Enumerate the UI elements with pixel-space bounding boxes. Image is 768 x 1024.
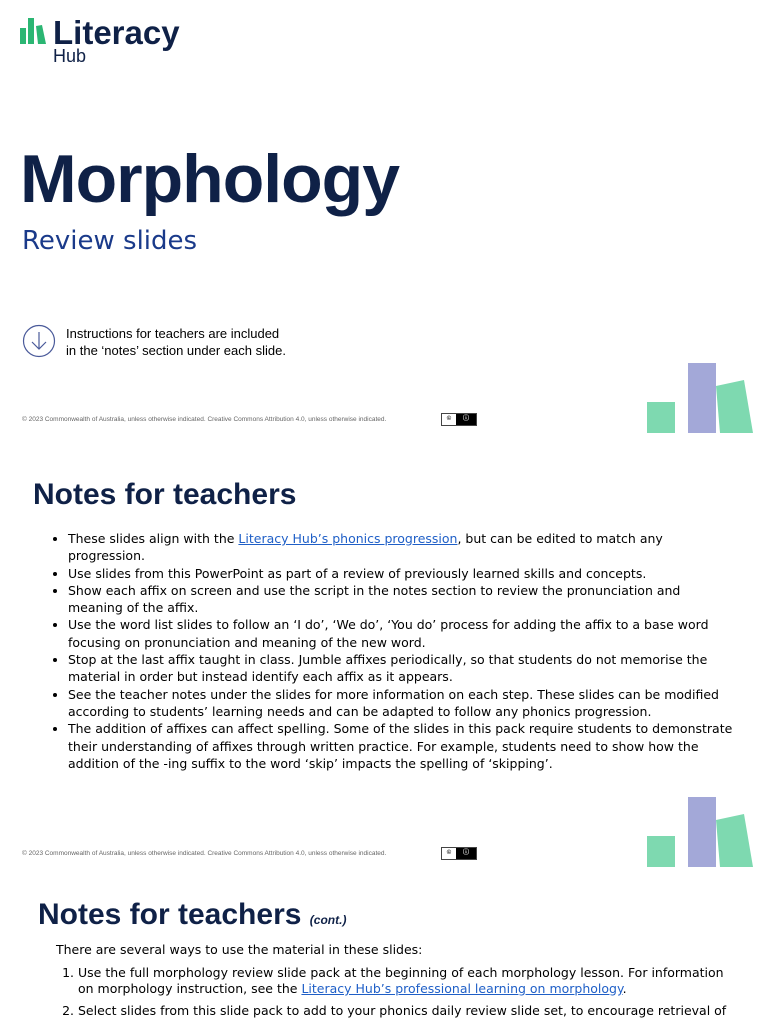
- notes-cont-heading: Notes for teachers (cont.): [38, 898, 347, 931]
- list-item: • The addition of affixes can affect spelling. Some of the slides in this pack require students to demonstrate their understanding of affixes through written practice. For example, students need to show how the addition of the -ing suffix to the word ‘skip’ impacts the spelling of ‘skipping’.: [68, 720, 738, 772]
- logo-bars-icon: [20, 16, 50, 46]
- usage-list: [56, 965, 738, 1024]
- by-icon: ⓘ: [456, 414, 476, 425]
- list-item: • See the teacher notes under the slides for more information on each step. These slides can be modified according to students’ learning needs and can be adapted to follow any phonics progression.: [68, 686, 738, 721]
- decorative-bars-graphic: [646, 796, 754, 868]
- cc-license-badge: [441, 413, 477, 426]
- list-item: • Show each affix on screen and use the script in the notes section to review the pronunciation and meaning of the affix.: [68, 582, 738, 617]
- cc-license-badge: [441, 847, 477, 860]
- copyright-footer: © 2023 Commonwealth of Australia, unless otherwise indicated. Creative Commons Attribution 4.0, unless otherwise indicated.: [22, 850, 387, 857]
- notes-intro: There are several ways to use the material in these slides:: [56, 942, 423, 957]
- page-subtitle: Review slides: [22, 226, 198, 256]
- list-item: 2. Select slides from this slide pack to add to your phonics daily review slide set, to encourage retrieval of: [78, 1003, 738, 1019]
- list-item: 1. Use the full morphology review slide pack at the beginning of each morphology lesson. For information on morphology instruction, see the Literacy Hub’s professional learning on morphology.: [78, 965, 738, 997]
- notes-slide: [0, 434, 768, 868]
- logo-wordmark: Literacy: [53, 14, 180, 51]
- cont-label: (cont.): [309, 913, 347, 927]
- instructions-line-2: in the ‘notes’ section under each slide.: [66, 343, 286, 358]
- list-item: • Stop at the last affix taught in class. Jumble affixes periodically, so that students do not memorise the material in order but instead identify each affix as it appears.: [68, 651, 738, 686]
- logo-subword: Hub: [53, 46, 87, 66]
- teacher-instructions: [66, 325, 326, 359]
- morphology-learning-link[interactable]: Literacy Hub’s professional learning on morphology: [301, 981, 623, 996]
- by-icon: ⓘ: [456, 848, 476, 859]
- list-item: • Use the word list slides to follow an ‘I do’, ‘We do’, ‘You do’ process for adding the affix to a base word focusing on pronunciation and meaning of the new word.: [68, 616, 738, 651]
- notes-list: [50, 530, 738, 772]
- list-item: • Use slides from this PowerPoint as part of a review of previously learned skills and concepts.: [68, 565, 738, 582]
- notes-cont-slide: [0, 868, 768, 1024]
- copyright-footer: © 2023 Commonwealth of Australia, unless otherwise indicated. Creative Commons Attribution 4.0, unless otherwise indicated.: [22, 416, 387, 423]
- decorative-bars-graphic: [646, 362, 754, 434]
- cover-slide: [0, 0, 768, 434]
- arrow-down-circle-icon: [22, 324, 56, 358]
- cc-icon: ©: [442, 848, 456, 859]
- page-title: Morphology: [20, 141, 400, 217]
- cc-icon: ©: [442, 414, 456, 425]
- instructions-line-1: Instructions for teachers are included: [66, 326, 280, 341]
- phonics-progression-link[interactable]: Literacy Hub’s phonics progression: [238, 531, 458, 546]
- notes-heading: Notes for teachers: [33, 478, 297, 511]
- list-item: • These slides align with the Literacy Hub’s phonics progression, but can be edited to match any progression.: [68, 530, 738, 565]
